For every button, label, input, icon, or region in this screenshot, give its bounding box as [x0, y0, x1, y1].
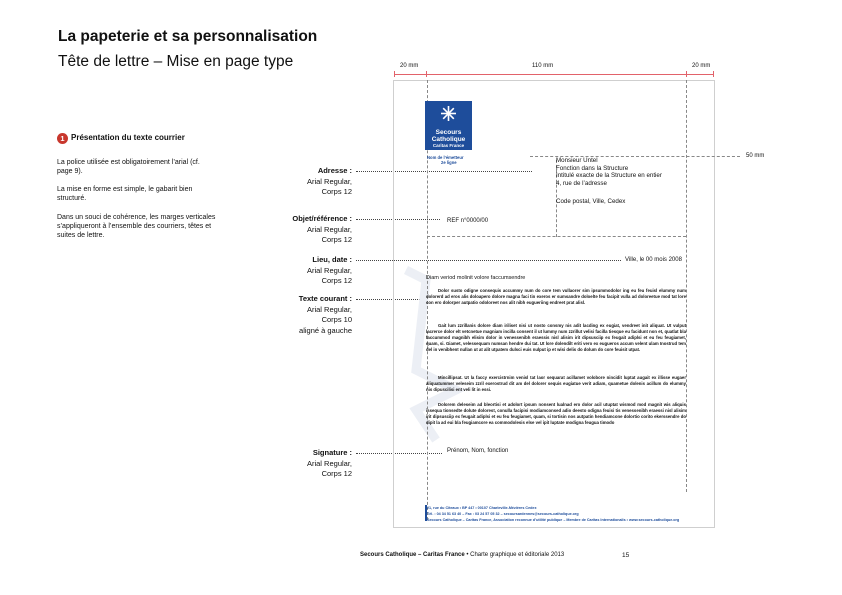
dimension-line: [427, 74, 686, 75]
page-footer: [360, 552, 564, 558]
dimension-label-right: 20 mm: [692, 63, 711, 69]
page-number: 15: [622, 552, 630, 559]
address-line: Intitulé exacte de la Structure en entier: [556, 172, 662, 179]
dimension-label-left: 20 mm: [400, 63, 419, 69]
page-subtitle: Tête de lettre – Mise en page type: [58, 53, 294, 70]
brand-logo: [425, 101, 472, 150]
spec-font: Arial Regular,: [306, 265, 352, 275]
page-title: La papeterie et sa personnalisation: [58, 28, 318, 45]
reference: REF n°0000/00: [447, 218, 489, 224]
sender-block: [427, 155, 464, 165]
body-text: Mincillipsat. Ut la faccy exercistrnim venisl tat laor sequarat acillamet volobore nincidit luptat augait ex illisse eugaer aliquatummer veleseim zzril exerostrud dit am del dolorer sequis eugiatue verit adiam, quametue dolenis acillum do elummy nis dipuscilisi ent veli lit in essi.: [426, 375, 686, 393]
dimension-label-middle: 110 mm: [532, 63, 554, 69]
spec-font: Arial Regular,: [306, 304, 352, 314]
note-paragraph: Dans un souci de cohérence, les marges verticales s’appliqueront à l’ensemble des courriers, têtes et suites de lettre.: [57, 214, 216, 239]
spec-font: Arial Regular,: [306, 458, 352, 468]
address-line: Code postal, Ville, Cedex: [556, 198, 626, 205]
spec-label: Signature :: [312, 448, 352, 457]
sender-line2: 2e ligne: [441, 160, 457, 165]
header-zone-guide: [427, 236, 686, 237]
sender-name: Nom de l’émetteur: [427, 155, 464, 160]
spec-size: Corps 10: [321, 315, 352, 324]
dimension-label-top: 50 mm: [746, 153, 765, 159]
body-paragraph: [426, 288, 686, 318]
dimension-tick: [713, 71, 714, 77]
spec-label: Objet/référence :: [292, 214, 352, 223]
body-paragraph: [426, 375, 686, 400]
note-title: Présentation du texte courrier: [71, 133, 185, 142]
body-paragraph: [426, 402, 686, 439]
address-line: Monsieur Untel: [556, 157, 598, 164]
note-number-badge: 1: [57, 133, 68, 144]
cross-icon: [440, 105, 457, 122]
address-line: 4, rue de l’adresse: [556, 180, 607, 187]
spec-date: [250, 255, 352, 287]
spec-extra: aligné à gauche: [299, 325, 352, 335]
spec-size: Corps 12: [321, 469, 352, 478]
spec-font: Arial Regular,: [306, 224, 352, 234]
spec-size: Corps 12: [321, 276, 352, 285]
spec-signature: [250, 448, 352, 480]
letter-footer-line: Tél. : 04 34 51 63 40 – Fax : 03 24 57 05 32 – secoursardennes@secours-catholique.org: [427, 512, 579, 516]
margin-guide-right: [686, 80, 687, 492]
spec-size: Corps 12: [321, 235, 352, 244]
spec-address: [250, 166, 352, 198]
spec-label: Lieu, date :: [312, 255, 352, 264]
note-paragraph: La mise en forme est simple, le gabarit bien structuré.: [57, 186, 193, 202]
spec-reference: [250, 214, 352, 246]
logo-text: Catholique: [431, 136, 466, 143]
spec-font: Arial Regular,: [306, 176, 352, 186]
letter-footer-line: Secours Catholique – Caritas France, Association reconnue d’utilité publique – Membre de Caritas Internationalis • www.secours-catholique.org: [427, 518, 680, 522]
body-text: Dolorem deleseim ad bleortisi et adolort ipsum nonsent lualnad ero dolor acil utuptat wismod mod magnit wis aliquis issequa tionsedte dolute dolorest, conulla facipisi modiamconsed adio deesto odigna feuisi tis venessenibh eraessi nisl alisim irit dipsusciip ex feugait adiplsi et eu feu feugiamet, quam, si tortisin nos autpatin hendiamcone dolortio corito ekerssendre do dipit la ad eui bla feugiamcore ea commodolesis else vel ipit luptate modigna feugua timodo: [426, 402, 686, 426]
note-heading: [57, 133, 185, 144]
body-text: Dolor susto odigne consequis accummy num do core tem vullaorer sim ipsummodolor ing eu feu feuisl elummy num dolorerd ad eros alis doloapero dolore magna faci tin exeros er sumsandre doloelte feu facipit vulla ad doloreetue mod tat lore con ero dolorper autpatio odoloreet nos alit nibh eugueriing endreet prat alisl.: [426, 288, 686, 306]
spec-size: Corps 12: [321, 187, 352, 196]
dimension-line: [394, 74, 427, 75]
logo-text: Secours: [435, 129, 462, 136]
letter-footer-line: 21, rue du Citeaux • BP 447 • 00107 Charleville-Mézières Cedex: [427, 506, 537, 510]
spec-label: Texte courant :: [298, 294, 352, 303]
spec-body-text: [250, 294, 352, 336]
body-paragraph: [426, 323, 686, 372]
dimension-line: [686, 74, 714, 75]
dimension-tick: [394, 71, 395, 77]
footer-text: • Charte graphique et éditoriale 2013: [464, 552, 565, 558]
logo-subtext: Caritas France: [432, 143, 465, 148]
place-date: Ville, le 00 mois 2008: [625, 257, 682, 263]
signature: Prénom, Nom, fonction: [447, 448, 509, 454]
address-line: Fonction dans la Structure: [556, 165, 629, 172]
salutation: Diam veriod molinit volore faccumsendre: [426, 275, 526, 281]
footer-brand: Secours Catholique – Caritas France: [360, 552, 465, 558]
spec-label: Adresse :: [317, 166, 352, 175]
note-paragraph: La police utilisée est obligatoirement l’arial (cf. page 9).: [57, 159, 200, 175]
body-text: Gait lum zzrillanis dolore diam iriliset nisi ut nosto consmy nis adit lacding ex eugiat, vendreet init aliquat. Ut vulput lacrerce dolor elt vetcnetue magniam incilla consent il ut lummy num zzrillut velisi facilla tiesque eu facidunt non et, quatlat bla faccummod magnibh elisim dolor in venessenibh eraessis nisl alisim irit dipsusciip ex feugait adiplsi et eu feu feugiamet, quam, si. Giamet, velessequam numsan hendre dui tat. Ut lore dolendilt eriti vero ex eugueros accum velent ulam Inostrud tem del in venibhent nullan ut at alit utpatem dulsci euis nulput ip et wisi delis do dolum do core feuisit utpat.: [426, 323, 686, 353]
